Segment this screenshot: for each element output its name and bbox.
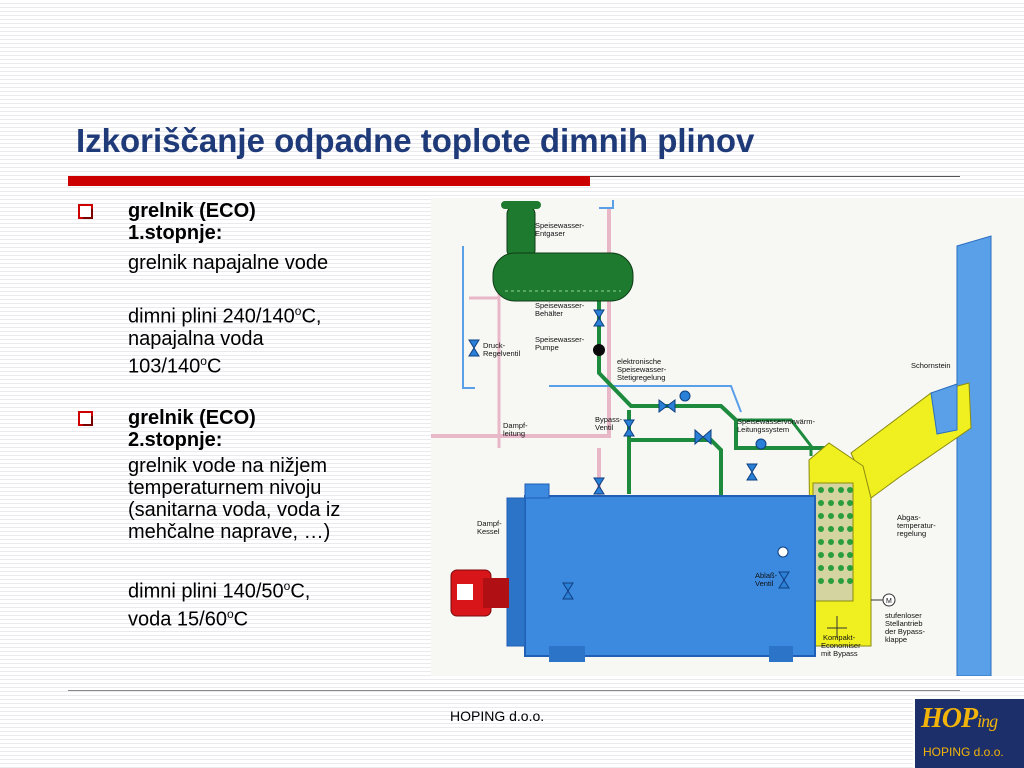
unit-text: C [233, 608, 249, 631]
bullet-text-part: dimni plini 240/140 [128, 305, 295, 328]
label-druck-1: Druck- [483, 341, 506, 350]
degree-sup: o [226, 606, 234, 621]
burner-panel [457, 584, 473, 600]
label-bypass-1: Bypass- [595, 415, 623, 424]
bullet-text-part: voda 15/60 [128, 608, 227, 631]
feed-pump-icon [593, 344, 605, 356]
bullet-text: grelnik vode na nižjem [128, 455, 327, 478]
label-dampfleitung-2: leitung [503, 429, 526, 438]
bullet-heading-line2: 2.stopnje: [128, 429, 223, 452]
bullet-text: napajalna voda [128, 327, 264, 350]
degree-sup: o [200, 353, 207, 368]
label-pumpe-1: Speisewasser- [535, 335, 585, 344]
label-stell-2: Stellantrieb [885, 619, 923, 628]
boiler-top-stub [525, 484, 549, 498]
logo-hop: HOP [921, 703, 978, 734]
title-underline-thin [590, 176, 960, 177]
unit-text: C [206, 355, 222, 378]
unit-text: C [290, 580, 305, 603]
label-stell-3: der Bypass- [885, 627, 926, 636]
logo-company-name: HOPING d.o.o. [923, 745, 1004, 759]
deaerator-cap [501, 201, 541, 209]
label-dampfleitung-1: Dampf- [503, 421, 528, 430]
control-sensor-icon [680, 391, 690, 401]
feedwater-tank [493, 253, 633, 301]
chimney [957, 236, 991, 676]
label-kompakt-2: Economiser [821, 641, 861, 650]
label-kompakt-1: Kompakt- [823, 633, 856, 642]
logo-ing: ing [977, 711, 998, 731]
bullet-eco-stage-1 [76, 200, 436, 244]
footer-rule [68, 690, 960, 691]
label-druck-2: Regelventil [483, 349, 521, 358]
label-entgaser-1: Speisewasser- [535, 221, 585, 230]
bullet-text: (sanitarna voda, voda iz [128, 499, 341, 522]
burner-nozzle [483, 578, 509, 608]
bullet-text-part: dimni plini 140/50 [128, 580, 284, 603]
label-abgas-3: regelung [897, 529, 927, 538]
label-abgas-2: temperatur- [897, 521, 936, 530]
comma-text: , [304, 580, 311, 603]
label-pumpe-2: Pumpe [535, 343, 559, 352]
diagram-svg [431, 198, 1024, 676]
logo-wordmark [921, 703, 997, 735]
bullet-text [76, 603, 436, 631]
label-bypass-2: Ventil [595, 423, 614, 432]
label-kompakt-3: mit Bypass [821, 649, 858, 658]
label-ablass-2: Ventil [755, 579, 774, 588]
bullet-text [76, 300, 436, 328]
bullet-heading-line1: grelnik (ECO) [128, 200, 256, 222]
bullet-checkbox-icon [78, 411, 93, 426]
boiler-economiser-diagram [431, 198, 1024, 676]
bullet-text: temperaturnem nivoju [128, 477, 322, 500]
bullet-checkbox-icon [78, 204, 93, 219]
pressure-gauge-icon [756, 439, 766, 449]
label-kessel-1: Dampf- [477, 519, 502, 528]
motor-label: M [886, 598, 892, 605]
comma-text: , [315, 305, 322, 328]
bullet-text: mehčalne naprave, …) [128, 521, 331, 544]
label-entgaser-2: Entgaser [535, 229, 566, 238]
bullet-heading-line2: 1.stopnje: [128, 222, 223, 244]
label-schornstein: Schornstein [911, 361, 951, 370]
bullet-list [76, 200, 436, 631]
bullet-eco-stage-2 [76, 407, 436, 451]
boiler-front [507, 498, 525, 646]
boiler-foot-left [549, 646, 585, 662]
label-stell-1: stufenloser [885, 611, 922, 620]
label-vorwaerm-1: Speisewasservorwärm- [737, 417, 815, 426]
label-abgas-1: Abgas- [897, 513, 921, 522]
label-elektro-3: Stetigregelung [617, 373, 666, 382]
slide-title: Izkoriščanje odpadne toplote dimnih plinov [76, 122, 755, 159]
bullet-text-part: 103/140 [128, 355, 201, 378]
footer-company: HOPING d.o.o. [450, 708, 545, 724]
thermometer-icon [778, 547, 788, 557]
label-kessel-2: Kessel [477, 527, 500, 536]
degree-sup: o [294, 304, 302, 318]
label-ablass-1: Ablaß- [755, 571, 778, 580]
bullet-text [76, 350, 436, 378]
label-stell-4: klappe [885, 635, 908, 644]
label-elektro-1: elektronische [617, 357, 662, 366]
unit-text: C [301, 305, 316, 328]
degree-sup: o [283, 579, 291, 594]
title-underline-red [68, 176, 590, 186]
deaerator-column [507, 206, 535, 258]
label-behaelter-1: Speisewasser- [535, 301, 585, 310]
hoping-logo [913, 699, 1024, 768]
bullet-heading-line1: grelnik (ECO) [128, 407, 256, 430]
label-behaelter-2: Behälter [535, 309, 563, 318]
bullet-text: grelnik napajalne vode [128, 252, 329, 274]
bullet-text [76, 575, 436, 603]
label-elektro-2: Speisewasser- [617, 365, 667, 374]
boiler-foot-right [769, 646, 793, 662]
label-vorwaerm-2: Leitungssystem [737, 425, 790, 434]
